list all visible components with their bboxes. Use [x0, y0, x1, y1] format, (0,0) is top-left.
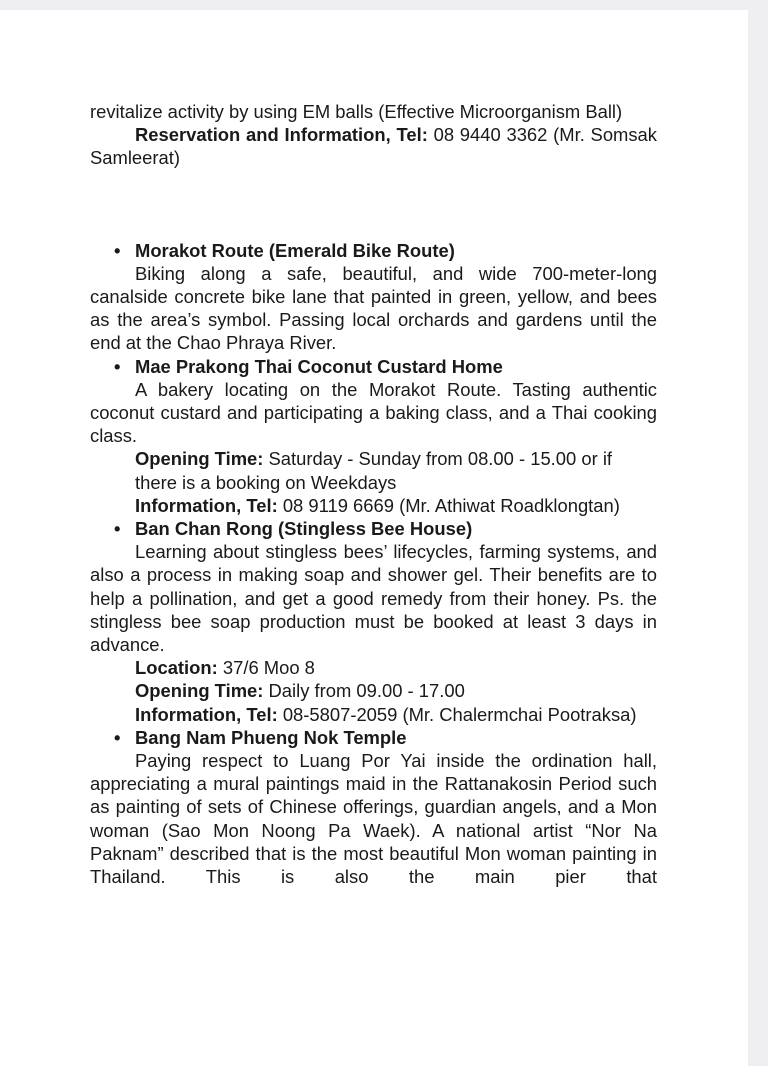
info-label: Information, Tel:	[135, 494, 278, 516]
section-title-mae-prakong	[90, 355, 657, 378]
reservation-value: 08 9440 3362 (Mr. Somsak Samleerat)	[90, 124, 657, 169]
intro-text: revitalize activity by using EM balls (Effective Microorganism Ball)	[90, 101, 623, 122]
information-line	[90, 494, 657, 517]
information-line	[90, 703, 657, 726]
bullet-icon: •	[114, 239, 121, 261]
opening-label: Opening Time:	[135, 680, 264, 702]
reservation-line	[90, 123, 657, 169]
info-label: Information, Tel:	[135, 703, 278, 725]
section-body: Learning about stingless bees’ lifecycles, farming systems, and also a process in making soap and shower gel. Their benefits are to help a pollination, and get a good remedy from their honey. Ps. the stingless bee soap production must be booked at least 3 days in advance.	[90, 541, 657, 656]
location-label: Location:	[135, 657, 218, 679]
opening-time	[90, 679, 657, 702]
bullet-icon: •	[114, 355, 121, 377]
document-page	[0, 10, 748, 1066]
reservation-label: Reservation and Information, Tel:	[135, 124, 428, 146]
opening-label: Opening Time:	[135, 448, 264, 470]
info-value: 08 9119 6669 (Mr. Athiwat Roadklongtan)	[282, 494, 620, 516]
section-title-text: Morakot Route (Emerald Bike Route)	[135, 239, 455, 261]
opening-value: Saturday - Sunday from 08.00 - 15.00 or if there is a booking on Weekdays	[135, 448, 613, 493]
bullet-icon: •	[114, 726, 121, 748]
section-title-text: Ban Chan Rong (Stingless Bee House)	[135, 518, 473, 540]
section-title-text: Mae Prakong Thai Coconut Custard Home	[135, 355, 503, 377]
location-value: 37/6 Moo 8	[222, 657, 315, 679]
page-content	[90, 100, 657, 888]
section-title-bang-nam-phueng-temple	[90, 726, 657, 749]
section-body: Biking along a safe, beautiful, and wide 700-meter-long canalside concrete bike lane that painted in green, yellow, and bees as the area’s symbol. Passing local orchards and gardens until the end at the Chao Phraya River.	[90, 262, 657, 354]
intro-paragraph	[90, 100, 657, 123]
section-title-text: Bang Nam Phueng Nok Temple	[135, 726, 407, 748]
section-title-ban-chan-rong	[90, 517, 657, 540]
opening-time	[90, 447, 657, 493]
info-value: 08-5807-2059 (Mr. Chalermchai Pootraksa)	[282, 703, 637, 725]
section-title-morakot	[90, 239, 657, 262]
section-body: A bakery locating on the Morakot Route. Tasting authentic coconut custard and participating a baking class, and a Thai cooking class.	[90, 378, 657, 447]
opening-value: Daily from 09.00 - 17.00	[268, 680, 465, 702]
bullet-icon: •	[114, 518, 121, 540]
spacer	[90, 170, 657, 239]
location-line	[90, 656, 657, 679]
section-body: Paying respect to Luang Por Yai inside the ordination hall, appreciating a mural paintings maid in the Rattanakosin Period such as painting of sets of Chinese offerings, guardian angels, and a Mon woman (Sao Mon Noong Pa Waek). A national artist “Nor Na Paknam” described that is the most beautiful Mon woman painting in Thailand. This is also the main pier that	[90, 750, 657, 888]
